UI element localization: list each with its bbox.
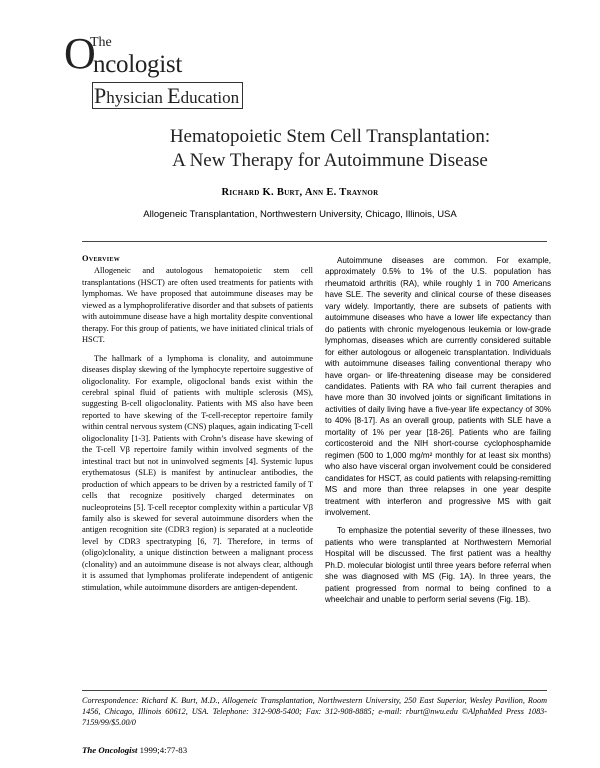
right-paragraph: To emphasize the potential severity of these illnesses, two patients who were transplanted at Northwestern Memorial Hospital will be discussed. The first patient was a healthy Ph.D. molecular biologist until three years before referral when she was diagnosed with MS (Fig. 1A). In three years, the patient progressed from normal to being confined to a wheelchair and unable to perform serial sevens (Fig. 1B).	[325, 526, 551, 605]
article-title-line1: Hematopoietic Stem Cell Transplantation:	[169, 126, 491, 147]
logo-physician-education-box	[92, 82, 243, 109]
journal-logo	[64, 30, 244, 110]
overview-heading: Overview	[82, 254, 121, 263]
logo-o: O	[64, 29, 96, 78]
article-title-line2: A New Therapy for Autoimmune Disease	[172, 150, 488, 171]
top-divider	[82, 241, 547, 242]
logo-ncologist: ncologist	[93, 51, 182, 78]
footnote-divider	[82, 690, 547, 691]
right-paragraph: Autoimmune diseases are common. For example, approximately 0.5% to 1% of the U.S. population has rheumatoid arthritis (RA), while roughly 1 in 700 Americans have SLE. The severity and clinical course of these diseases vary widely. Importantly, there are subsets of patients with autoimmune diseases who have a lower life expectancy than do patients with chronic myelogenous leukemia or low-grade lymphomas, diseases which are currently considered suitable for either autologous or allogeneic transplantation. Individuals with autoimmune diseases failing conventional therapy who have organ- or life-threatening disease may be considered candidates. Patients with RA who fail current therapies and have more than 30 involved joints or significant limitations in activities of daily living have a five-year life expectancy of 30% to 40% [8-17]. As an overall group, patients with SLE have a mortality of 1% per year [18-26]. Patients who are failing corticosteroid and the NIH short-course cyclophosphamide regimen (500 to 1,000 mg/m² monthly for at least six months) who also have visceral organ involvement could be considered candidates for HSCT, as could patients with relapsing-remitting MS and more than three relapses in one year despite treatment with interferon and progressive MS with gait involvement.	[325, 256, 551, 517]
article-affiliation: Allogeneic Transplantation, Northwestern University, Chicago, Illinois, USA	[143, 209, 457, 220]
left-paragraph: The hallmark of a lymphoma is clonality, and autoimmune diseases display skewing of the lymphocyte repertoire suggestive of oligoclonality. For example, oligoclonal bands exist within the cerebral spinal fluid of patients with multiple sclerosis (MS), suggesting B-cell oligoclonality. Patients with MS also have been reported to have skewing of the T-cell-receptor repertoire family within central nervous system (CNS) plaques, again indicating T-cell oligoclonality [1-3]. Patients with Crohn’s disease have skewing of the T-cell Vβ repertoire family within involved segments of the intestinal tract but not in uninvolved segments [4]. Systemic lupus erythematosus (SLE) is manifest by antinuclear antibodies, the production of which appears to be driven by a restricted family of T cells that recognize positively charged determinates on nucleoproteins [5]. T-cell receptor complexity within a particular Vβ family also is skewed for several autoimmune disorders when the antigen recognition site (CDR3 region) is separated at a nucleotide level by CDR3 spectratyping [6, 7]. Therefore, in terms of (oligo)clonality, a unique distinction between a malignant process (clonality) and an autoimmune disease is not always clear, although it is assumed that lymphomas proliferate independent of antigenic stimulation, while autoimmune disorders are antigen-dependent.	[82, 353, 313, 592]
left-column	[82, 253, 313, 593]
correspondence-note: Correspondence: Richard K. Burt, M.D., Allogeneic Transplantation, Northwestern University, 250 East Superior, Wesley Pavilion, Room 1456, Chicago, Illinois 60612, USA. Telephone: 312-908-5400; Fax: 312-908-8885; e-mail: rburt@nwu.edu ©AlphaMed Press 1083-7159/99/$5.00/0	[82, 696, 547, 727]
article-authors: Richard K. Burt, Ann E. Traynor	[221, 187, 379, 198]
logo-the: The	[90, 35, 112, 50]
journal-name: The Oncologist	[82, 745, 138, 755]
journal-citation	[82, 745, 187, 755]
journal-reference: 1999;4:77-83	[137, 745, 188, 755]
right-column	[325, 255, 551, 606]
left-paragraph: Allogeneic and autologous hematopoietic stem cell transplantations (HSCT) are often used treatments for patients with lymphomas. We have proposed that autoimmune diseases may be viewed as a lymphoproliferative disorder and that subsets of patients with autoimmune disease have a high mortality despite conventional therapy. For this group of patients, we have initiated clinical trials of HSCT.	[82, 266, 313, 345]
logo-physician-education: Physician Education	[94, 83, 240, 108]
